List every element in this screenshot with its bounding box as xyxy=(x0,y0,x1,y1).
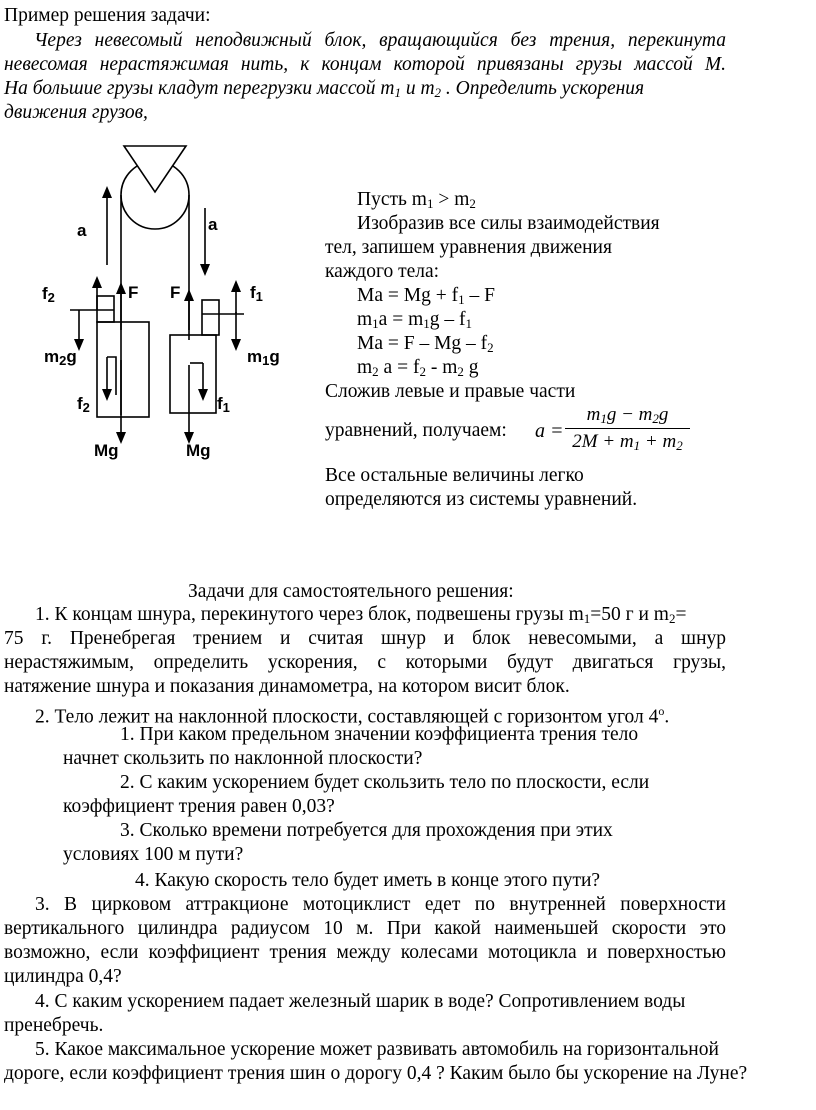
task-2-3-line-1: 3. Сколько времени потребуется для прохождения при этих xyxy=(120,820,613,841)
formula-fraction xyxy=(565,404,690,453)
label-f1-top: $f_1$ xyxy=(250,283,263,304)
equation-4: $m_2$ $a = f_2 - m_2$ g xyxy=(357,357,479,379)
left-overload xyxy=(97,296,114,322)
label-Mg-left: Mg xyxy=(94,441,119,460)
task-5-line-1: 5. Какое максимальное ускорение может развивать автомобиль на горизонтальной xyxy=(35,1039,719,1060)
label-a-right: a xyxy=(208,215,218,234)
label-Mg-right: Mg xyxy=(186,441,211,460)
task-2-2-line-2: коэффициент трения равен 0,03? xyxy=(63,796,335,817)
task-3-line-3: возможно, если коэффициент трения между колесами мотоцикла и поверхностью xyxy=(4,942,726,963)
equation-2: $m_1a = m_1g - f_1$ xyxy=(357,309,472,331)
solution-rest-1: Все остальные величины легко xyxy=(325,465,584,486)
task-1-line-2: 75 г. Пренебрегая трением и считая шнур и блок невесомыми, а шнур xyxy=(4,628,726,649)
task-2-1-line-1: 1. При каком предельном значении коэффициента трения тело xyxy=(120,724,639,745)
task-4-line-2: пренебречь. xyxy=(4,1015,104,1036)
formula-denominator: $2M + m_1 + m_2$ xyxy=(572,431,683,453)
problem-line-1: Через невесомый неподвижный блок, вращающийся без трения, перекинута xyxy=(34,30,726,51)
task-1-line-1: 1. К концам шнура, перекинутого через блок, подвешены грузы $m_1=50$ г и $m_2=$ xyxy=(35,604,687,626)
solution-sum-2: уравнений, получаем: xyxy=(325,420,507,441)
task-2-1-line-2: начнет скользить по наклонной плоскости? xyxy=(63,748,423,769)
solution-intro-2: тел, запишем уравнения движения xyxy=(325,237,612,258)
solution-intro-3: каждого тела: xyxy=(325,261,440,282)
right-overload xyxy=(202,300,219,335)
formula-numerator: $m_1g - m_2g$ xyxy=(565,404,690,429)
task-3-line-2: вертикального цилиндра радиусом 10 м. При какой наименьшей скорости это xyxy=(4,918,726,939)
label-m2g: $m_2g$ xyxy=(44,347,77,368)
solution-sum-1: Сложив левые и правые части xyxy=(325,381,576,402)
label-F-right: F xyxy=(170,283,181,302)
label-a-left: a xyxy=(77,221,87,240)
task-2-4: 4. Какую скорость тело будет иметь в конце этого пути? xyxy=(135,870,601,891)
solution-rest-2: определяются из системы уравнений. xyxy=(325,489,638,510)
task-5-line-2: дороге, если коэффициент трения шин о дорогу 0,4 ? Каким было бы ускорение на Луне? xyxy=(4,1063,748,1084)
equation-1: Ма = Мg + $f_1$ – F xyxy=(357,285,495,307)
task-3-line-1: 3. В цирковом аттракционе мотоциклист едет по внутренней поверхности xyxy=(35,894,726,915)
equation-3: Ма = F – Мg – $f_2$ xyxy=(357,333,494,355)
solution-intro-1: Изобразив все силы взаимодействия xyxy=(357,213,660,234)
task-4-line-1: 4. С каким ускорением падает железный шарик в воде? Сопротивлением воды xyxy=(35,991,686,1012)
task-1-line-4: натяжение шнура и показания динамометра, на котором висит блок. xyxy=(4,676,570,697)
task-2: 2. Тело лежит на наклонной плоскости, составляющей с горизонтом угол $4^о$. xyxy=(35,704,670,728)
page-title: Пример решения задачи: xyxy=(4,5,211,26)
task-2-3-line-2: условиях 100 м пути? xyxy=(63,844,244,865)
label-f2-bottom: $f_2$ xyxy=(77,394,90,415)
task-3-line-4: цилиндра 0,4? xyxy=(4,966,122,987)
label-m1g: $m_1g$ xyxy=(247,347,280,368)
label-f2-top: $f_2$ xyxy=(42,284,55,305)
label-f1-bottom: $f_1$ xyxy=(217,394,230,415)
solution-let: Пусть $m_1 > m_2$ xyxy=(357,189,476,211)
label-F-left: F xyxy=(128,283,139,302)
problem-line-3: На большие грузы кладут перегрузки массой $m_1$ и $m_2$ . Определить ускорения xyxy=(4,78,645,100)
problem-line-4: движения грузов, xyxy=(4,102,148,123)
task-2-2-line-1: 2. С каким ускорением будет скользить тело по плоскости, если xyxy=(120,772,650,793)
right-load xyxy=(170,335,216,413)
problem-line-2: невесомая нерастяжимая нить, к концам которой привязаны грузы массой М. xyxy=(4,54,726,75)
left-load xyxy=(97,322,149,417)
formula-lhs: a = xyxy=(535,420,564,442)
tasks-heading: Задачи для самостоятельного решения: xyxy=(188,581,514,602)
task-1-line-3: нерастяжимым, определить ускорения, с которыми будут двигаться грузы, xyxy=(4,652,726,673)
